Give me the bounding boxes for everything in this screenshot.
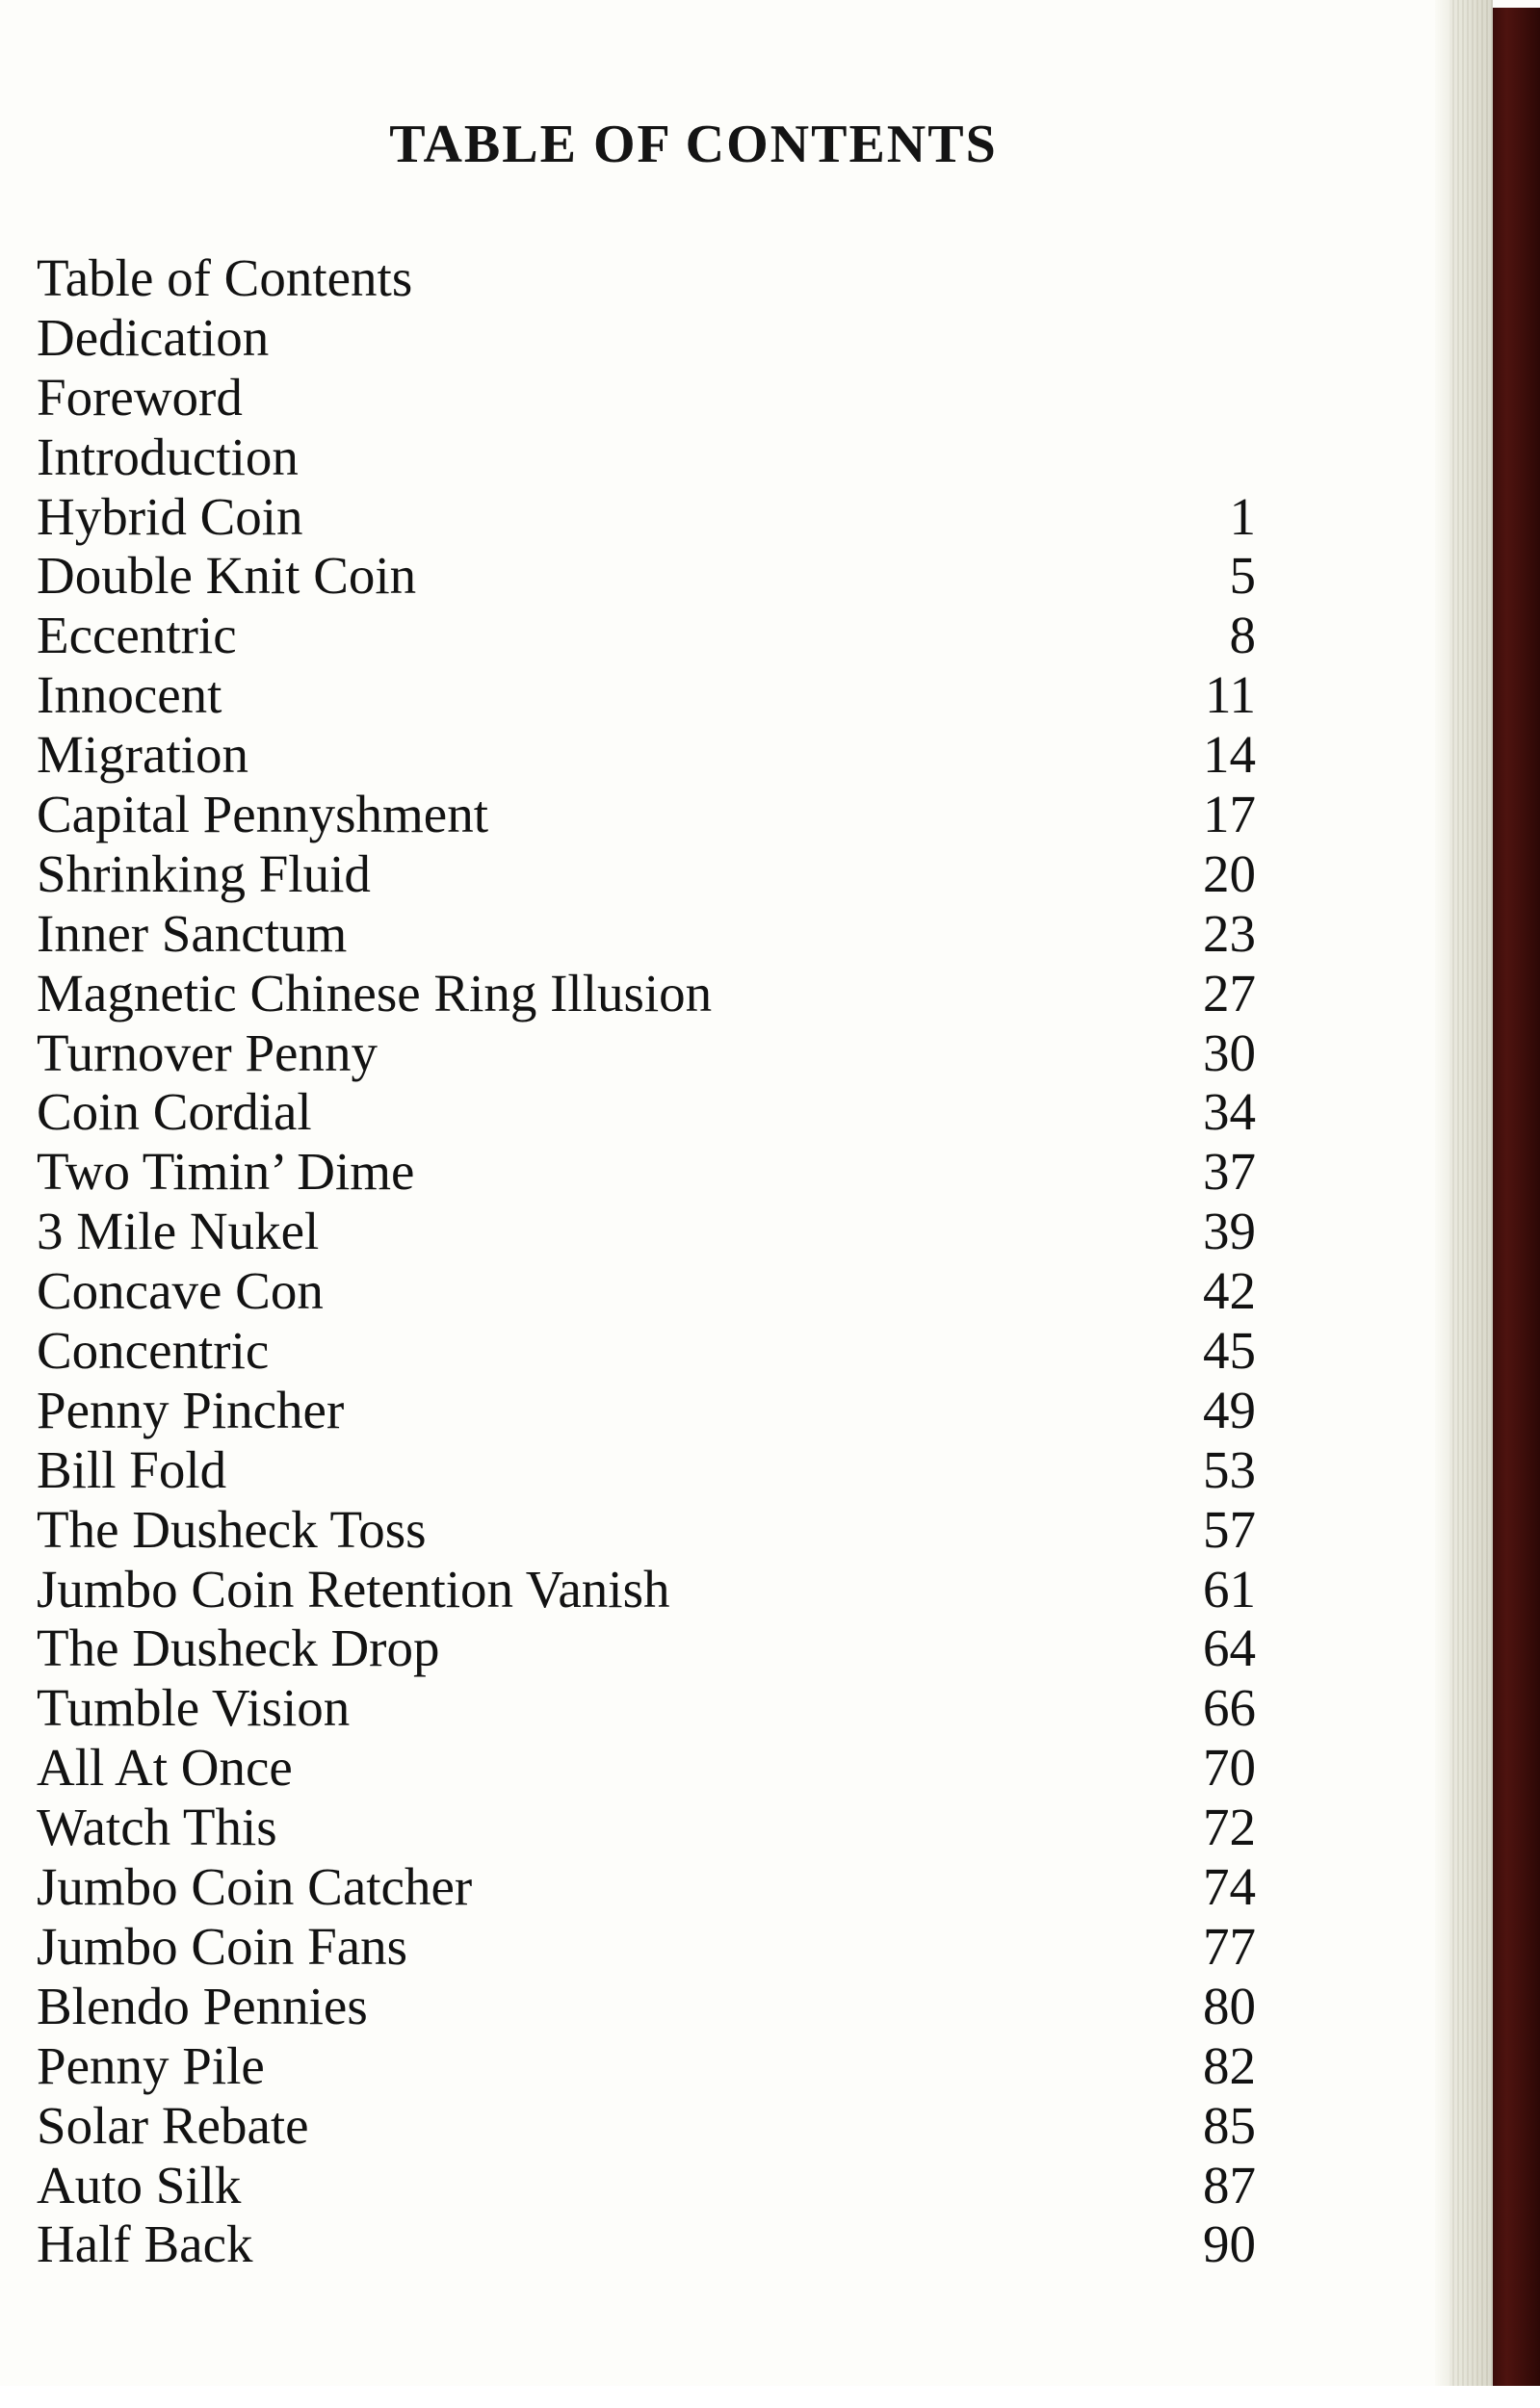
toc-entry bbox=[37, 665, 1289, 725]
toc-entry-title: Two Timin’ Dime bbox=[37, 1142, 415, 1202]
toc-entry-page-number: 77 bbox=[1203, 1916, 1256, 1976]
toc-entry-title: 3 Mile Nukel bbox=[37, 1202, 320, 1261]
toc-entry-title: Watch This bbox=[37, 1798, 277, 1857]
toc-entry-title: Dedication bbox=[37, 307, 270, 367]
toc-entry-title: Capital Pennyshment bbox=[37, 785, 488, 844]
book-spine bbox=[1493, 8, 1540, 2400]
toc-entry-page-number: 37 bbox=[1203, 1142, 1256, 1202]
toc-entry bbox=[37, 248, 1289, 308]
toc-entry-title: Coin Cordial bbox=[37, 1082, 312, 1142]
toc-entry bbox=[37, 1440, 1289, 1500]
toc-entry-title: All At Once bbox=[37, 1738, 293, 1798]
toc-entry-page-number: 61 bbox=[1203, 1559, 1256, 1618]
toc-entry-page-number: 11 bbox=[1205, 665, 1256, 725]
toc-entry-page-number: 74 bbox=[1203, 1857, 1256, 1917]
toc-entry bbox=[37, 2214, 1289, 2274]
toc-entry-title: Tumble Vision bbox=[37, 1678, 351, 1738]
toc-entry-title: Hybrid Coin bbox=[37, 486, 303, 546]
toc-entry-title: Introduction bbox=[37, 427, 299, 486]
toc-entry-page-number: 39 bbox=[1203, 1202, 1256, 1261]
toc-entry bbox=[37, 2096, 1289, 2156]
toc-entry-title: Jumbo Coin Fans bbox=[37, 1916, 408, 1976]
toc-entry-title: Auto Silk bbox=[37, 2155, 242, 2214]
toc-entry-page-number: 64 bbox=[1203, 1618, 1256, 1678]
toc-entry bbox=[37, 546, 1289, 606]
toc-entry bbox=[37, 785, 1289, 844]
toc-entry-page-number: 8 bbox=[1229, 606, 1256, 665]
toc-entry bbox=[37, 368, 1289, 427]
toc-entry bbox=[37, 725, 1289, 785]
toc-entry bbox=[37, 1917, 1289, 1977]
toc-entry bbox=[37, 964, 1289, 1023]
toc-entry-title: Blendo Pennies bbox=[37, 1976, 368, 2035]
toc-entry-page-number: 17 bbox=[1203, 785, 1256, 844]
toc-entry-title: Migration bbox=[37, 725, 248, 785]
toc-entry-page-number: 90 bbox=[1203, 2214, 1256, 2274]
toc-list bbox=[37, 248, 1289, 2274]
toc-entry bbox=[37, 1977, 1289, 2036]
toc-entry bbox=[37, 1678, 1289, 1738]
toc-entry-title: Concave Con bbox=[37, 1261, 324, 1321]
toc-entry-page-number: 23 bbox=[1203, 903, 1256, 963]
toc-entry-title: Jumbo Coin Retention Vanish bbox=[37, 1559, 670, 1618]
toc-entry bbox=[37, 904, 1289, 964]
toc-entry bbox=[37, 427, 1289, 487]
toc-entry-title: Magnetic Chinese Ring Illusion bbox=[37, 963, 713, 1023]
toc-entry-page-number: 53 bbox=[1203, 1439, 1256, 1499]
toc-entry-page-number: 80 bbox=[1203, 1976, 1256, 2035]
page-edges bbox=[1449, 0, 1493, 2408]
toc-entry-title: Bill Fold bbox=[37, 1439, 227, 1499]
toc-entry-page-number: 57 bbox=[1203, 1499, 1256, 1559]
toc-entry-title: The Dusheck Toss bbox=[37, 1499, 427, 1559]
toc-entry bbox=[37, 1381, 1289, 1440]
toc-entry-page-number: 1 bbox=[1229, 486, 1256, 546]
toc-entry bbox=[37, 1142, 1289, 1202]
toc-entry-page-number: 42 bbox=[1203, 1261, 1256, 1321]
toc-entry-page-number: 82 bbox=[1203, 2035, 1256, 2095]
toc-entry bbox=[37, 1618, 1289, 1678]
toc-entry bbox=[37, 308, 1289, 368]
toc-entry-page-number: 66 bbox=[1203, 1678, 1256, 1738]
toc-entry-page-number: 49 bbox=[1203, 1380, 1256, 1439]
toc-entry-page-number: 34 bbox=[1203, 1082, 1256, 1142]
toc-entry bbox=[37, 1738, 1289, 1798]
toc-entry-title: Eccentric bbox=[37, 606, 237, 665]
toc-entry-page-number: 85 bbox=[1203, 2095, 1256, 2155]
toc-entry-page-number: 14 bbox=[1203, 725, 1256, 785]
toc-entry-title: Turnover Penny bbox=[37, 1023, 378, 1082]
toc-entry bbox=[37, 1202, 1289, 1261]
toc-entry-title: Jumbo Coin Catcher bbox=[37, 1857, 473, 1917]
toc-entry bbox=[37, 1857, 1289, 1917]
toc-entry-page-number: 87 bbox=[1203, 2155, 1256, 2214]
toc-entry-page-number: 45 bbox=[1203, 1321, 1256, 1381]
toc-entry bbox=[37, 1321, 1289, 1381]
toc-entry bbox=[37, 1261, 1289, 1321]
toc-entry-title: Concentric bbox=[37, 1321, 270, 1381]
toc-entry-title: Penny Pile bbox=[37, 2035, 265, 2095]
toc-entry-title: Table of Contents bbox=[37, 248, 413, 307]
toc-entry-title: Foreword bbox=[37, 367, 243, 427]
toc-entry-page-number: 20 bbox=[1203, 843, 1256, 903]
toc-entry-title: Half Back bbox=[37, 2214, 253, 2274]
toc-entry-page-number: 72 bbox=[1203, 1798, 1256, 1857]
toc-entry bbox=[37, 1023, 1289, 1083]
toc-entry-page-number: 5 bbox=[1229, 546, 1256, 606]
toc-entry-title: Shrinking Fluid bbox=[37, 843, 371, 903]
page-title: TABLE OF CONTENTS bbox=[389, 115, 998, 174]
toc-entry-title: Double Knit Coin bbox=[37, 546, 417, 606]
toc-entry-title: Innocent bbox=[37, 665, 222, 725]
toc-entry bbox=[37, 487, 1289, 547]
toc-entry-page-number: 27 bbox=[1203, 963, 1256, 1023]
bottom-margin bbox=[0, 2386, 1540, 2408]
toc-entry bbox=[37, 1798, 1289, 1857]
toc-entry bbox=[37, 2156, 1289, 2215]
toc-entry bbox=[37, 1082, 1289, 1142]
toc-entry bbox=[37, 844, 1289, 904]
toc-entry-title: Solar Rebate bbox=[37, 2095, 309, 2155]
toc-entry bbox=[37, 1560, 1289, 1619]
toc-entry-title: Penny Pincher bbox=[37, 1380, 345, 1439]
toc-entry-page-number: 30 bbox=[1203, 1023, 1256, 1082]
toc-entry bbox=[37, 606, 1289, 665]
toc-entry-page-number: 70 bbox=[1203, 1738, 1256, 1798]
toc-entry bbox=[37, 1500, 1289, 1560]
toc-entry-title: Inner Sanctum bbox=[37, 903, 348, 963]
toc-entry bbox=[37, 2036, 1289, 2096]
toc-entry-title: The Dusheck Drop bbox=[37, 1618, 440, 1678]
